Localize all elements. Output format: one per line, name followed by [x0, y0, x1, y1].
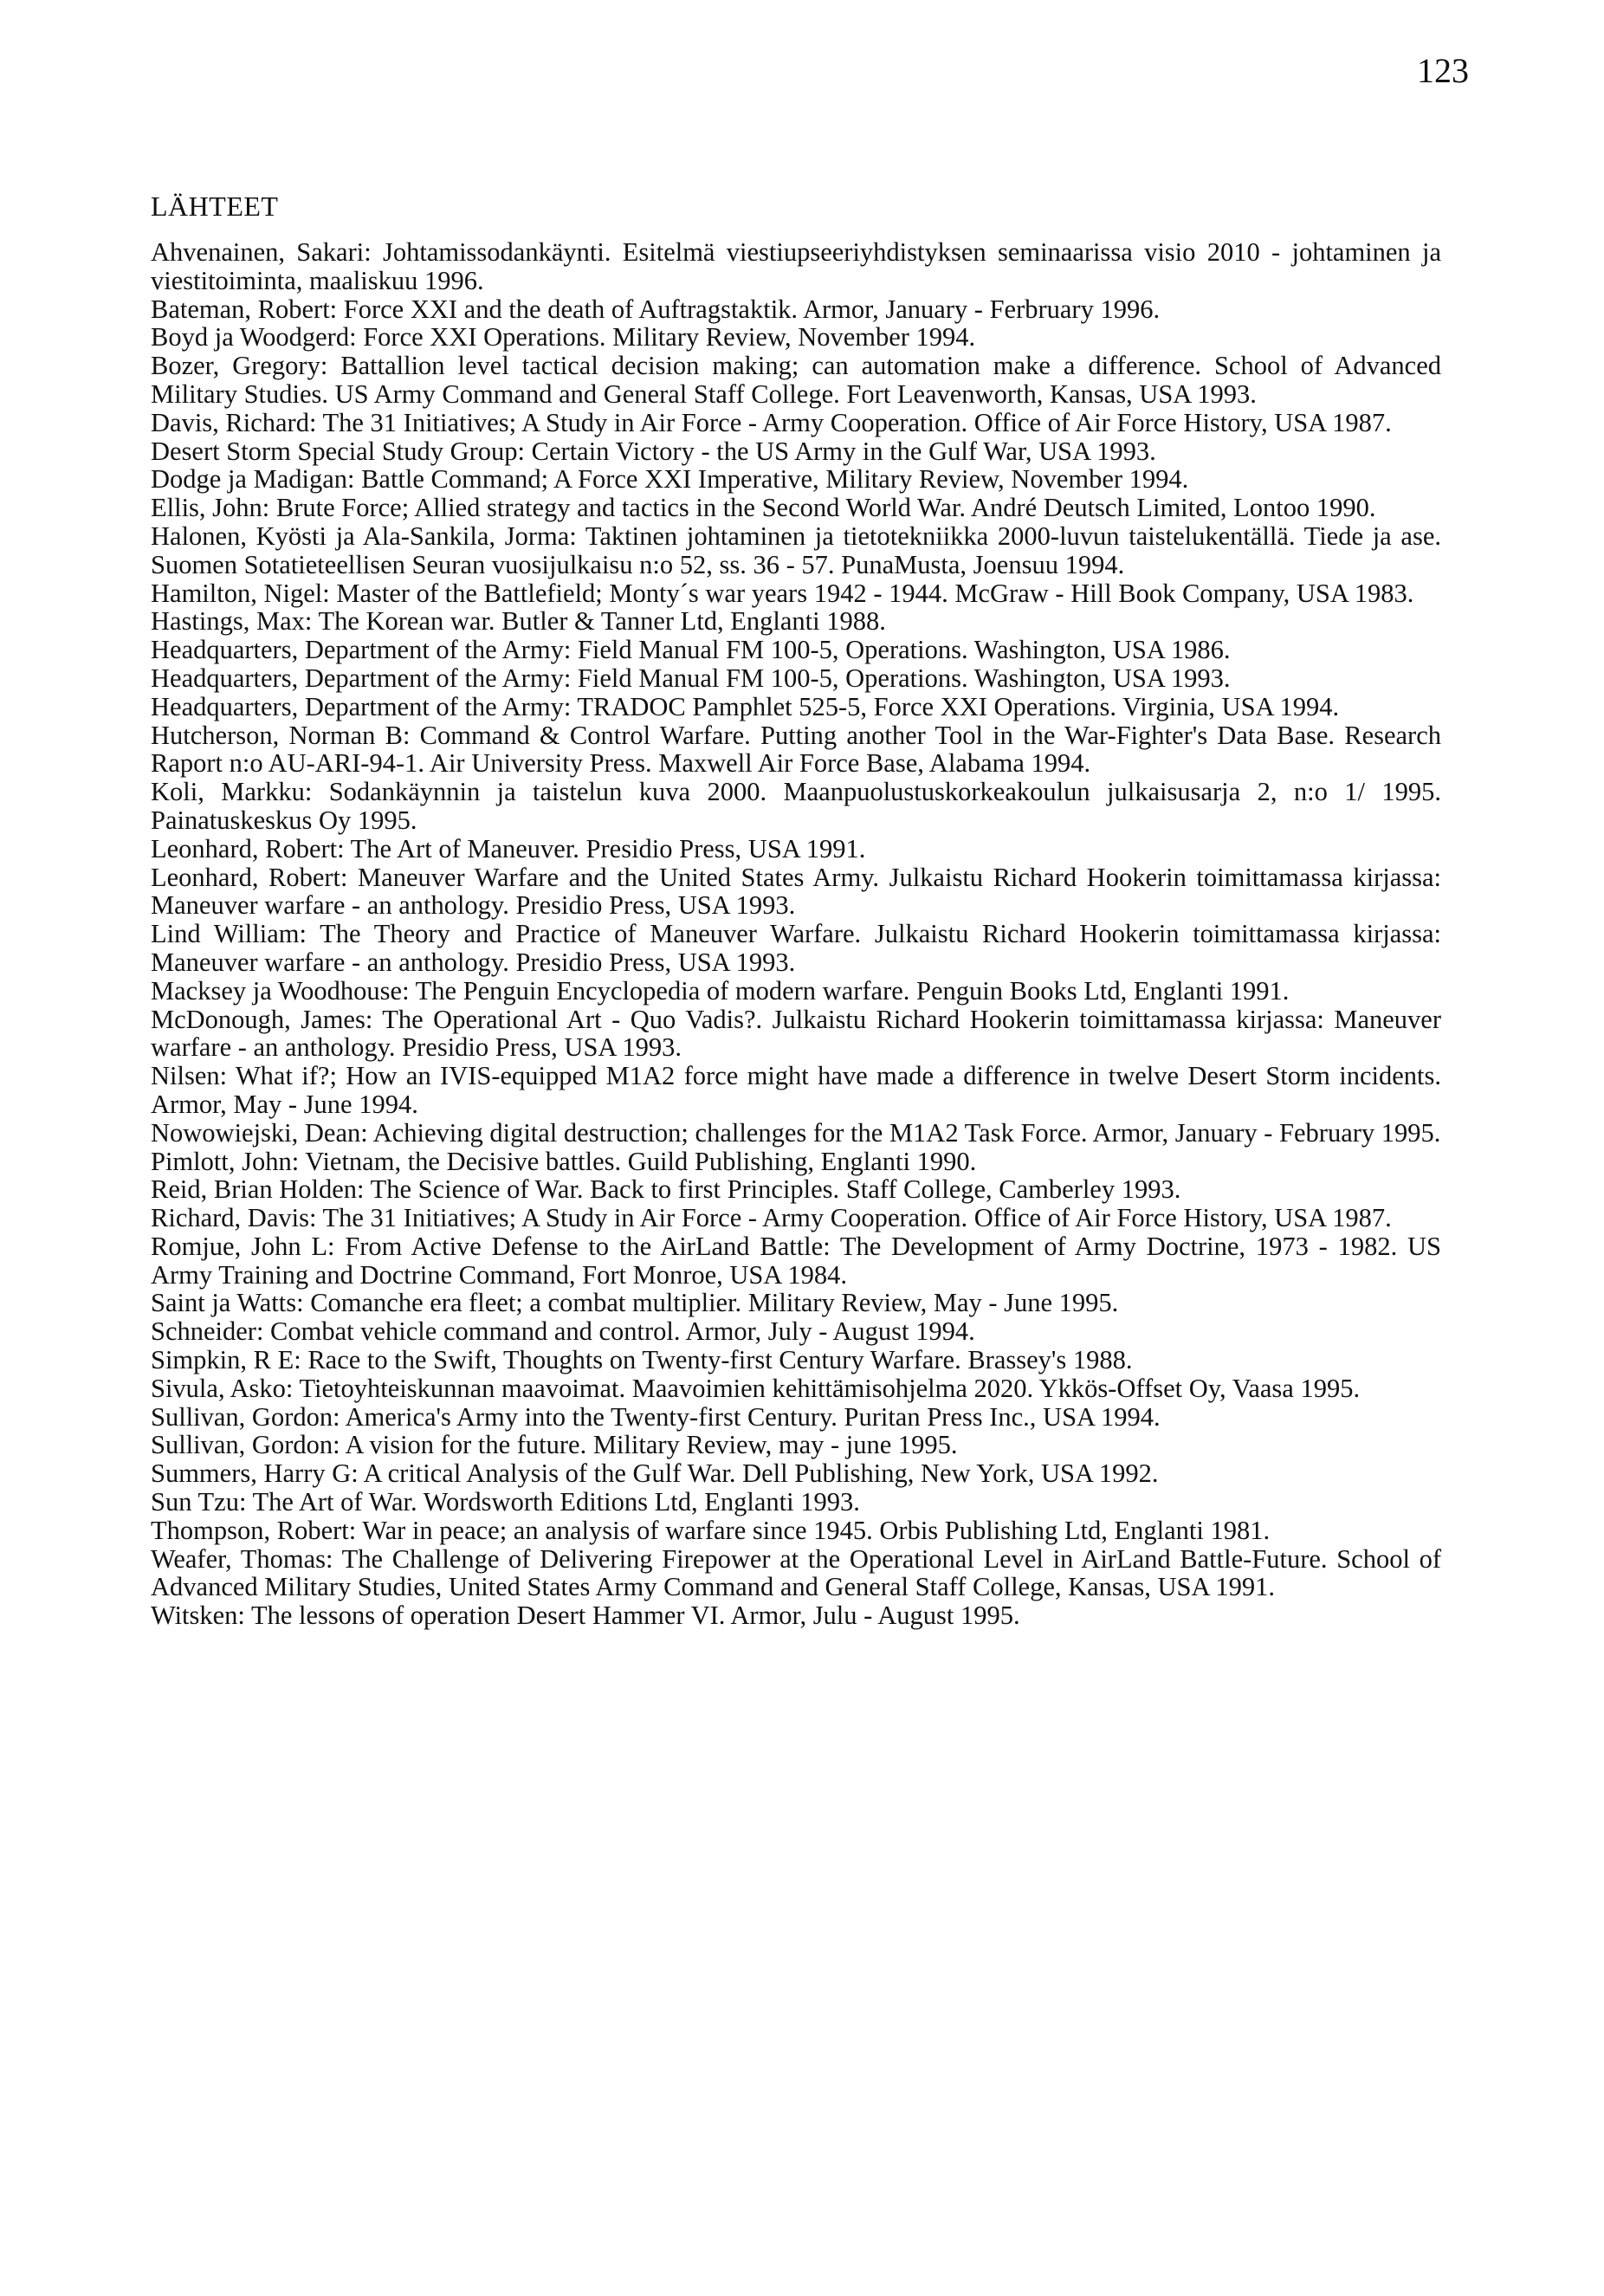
reference-entry: Koli, Markku: Sodankäynnin ja taistelun kuva 2000. Maanpuolustuskorkeakoulun julkaisusarja 2, n:o 1/ 1995. Painatuskeskus Oy 1995. [151, 777, 1441, 835]
reference-entry: Bateman, Robert: Force XXI and the death of Auftragstaktik. Armor, January - Ferbruary 1996. [151, 294, 1161, 324]
reference-entry: Halonen, Kyösti ja Ala-Sankila, Jorma: Taktinen johtaminen ja tietotekniikka 2000-luvun taistelukentällä. Tiede ja ase. Suomen Sotatieteellisen Seuran vuosijulkaisu n:o 52, ss. 36 - 57. PunaMusta, Joensuu 1994. [151, 521, 1441, 579]
reference-entry: Sivula, Asko: Tietoyhteiskunnan maavoimat. Maavoimien kehittämisohjelma 2020. Ykkös-Offset Oy, Vaasa 1995. [151, 1373, 1361, 1403]
reference-entry: Davis, Richard: The 31 Initiatives; A Study in Air Force - Army Cooperation. Office of Air Force History, USA 1987. [151, 407, 1392, 437]
reference-entry: Desert Storm Special Study Group: Certain Victory - the US Army in the Gulf War, USA 1993. [151, 436, 1156, 466]
reference-entry: Sun Tzu: The Art of War. Wordsworth Editions Ltd, Englanti 1993. [151, 1487, 860, 1517]
reference-entry: Witsken: The lessons of operation Desert Hammer VI. Armor, Julu - August 1995. [151, 1601, 1020, 1631]
reference-entry: Bozer, Gregory: Battallion level tactical decision making; can automation make a difference. School of Advanced Military Studies. US Army Command and General Staff College. Fort Leavenworth, Kansas, USA 1993. [151, 351, 1441, 409]
reference-entry: Sullivan, Gordon: A vision for the future. Military Review, may - june 1995. [151, 1430, 958, 1460]
reference-entry: Headquarters, Department of the Army: TRADOC Pamphlet 525-5, Force XXI Operations. Virginia, USA 1994. [151, 691, 1340, 721]
reference-entry: Pimlott, John: Vietnam, the Decisive battles. Guild Publishing, Englanti 1990. [151, 1146, 977, 1176]
reference-entry: Lind William: The Theory and Practice of Maneuver Warfare. Julkaistu Richard Hookerin toimittamassa kirjassa: Maneuver warfare - an anthology. Presidio Press, USA 1993. [151, 919, 1441, 977]
section-heading: LÄHTEET [151, 191, 279, 222]
reference-entry: Richard, Davis: The 31 Initiatives; A Study in Air Force - Army Cooperation. Office of Air Force History, USA 1987. [151, 1203, 1392, 1233]
reference-entry: Hutcherson, Norman B: Command & Control Warfare. Putting another Tool in the War-Fighter's Data Base. Research Raport n:o AU-ARI-94-1. Air University Press. Maxwell Air Force Base, Alabama 1994. [151, 720, 1441, 779]
reference-entry: Nowowiejski, Dean: Achieving digital destruction; challenges for the M1A2 Task Force. Armor, January - February 1995. [151, 1117, 1441, 1148]
reference-entry: Weafer, Thomas: The Challenge of Delivering Firepower at the Operational Level in AirLand Battle-Future. School of Advanced Military Studies, United States Army Command and General Staff College, Kansas, USA 1991. [151, 1543, 1441, 1602]
reference-entry: Hamilton, Nigel: Master of the Battlefield; Monty´s war years 1942 - 1944. McGraw - Hill Book Company, USA 1983. [151, 578, 1414, 608]
reference-entry: Reid, Brian Holden: The Science of War. Back to first Principles. Staff College, Camberley 1993. [151, 1174, 1181, 1205]
reference-entry: Schneider: Combat vehicle command and control. Armor, July - August 1994. [151, 1316, 975, 1347]
reference-entry: Headquarters, Department of the Army: Field Manual FM 100-5, Operations. Washington, USA 1986. [151, 635, 1231, 665]
reference-entry: Saint ja Watts: Comanche era fleet; a combat multiplier. Military Review, May - June 1995. [151, 1288, 1119, 1318]
reference-entry: Hastings, Max: The Korean war. Butler & Tanner Ltd, Englanti 1988. [151, 606, 886, 637]
page-number: 123 [1417, 51, 1469, 90]
reference-entry: Ellis, John: Brute Force; Allied strategy and tactics in the Second World War. André Deutsch Limited, Lontoo 1990. [151, 493, 1376, 523]
reference-entry: Sullivan, Gordon: America's Army into the Twenty-first Century. Puritan Press Inc., USA 1994. [151, 1401, 1161, 1432]
reference-entry: Simpkin, R E: Race to the Swift, Thoughts on Twenty-first Century Warfare. Brassey's 1988. [151, 1345, 1133, 1375]
reference-entry: Thompson, Robert: War in peace; an analysis of warfare since 1945. Orbis Publishing Ltd, Englanti 1981. [151, 1515, 1271, 1545]
reference-entry: Macksey ja Woodhouse: The Penguin Encyclopedia of modern warfare. Penguin Books Ltd, Englanti 1991. [151, 975, 1290, 1006]
reference-entry: McDonough, James: The Operational Art - Quo Vadis?. Julkaistu Richard Hookerin toimittamassa kirjassa: Maneuver warfare - an anthology. Presidio Press, USA 1993. [151, 1004, 1441, 1063]
reference-entry: Summers, Harry G: A critical Analysis of the Gulf War. Dell Publishing, New York, USA 1992. [151, 1458, 1159, 1489]
reference-entry: Leonhard, Robert: The Art of Maneuver. Presidio Press, USA 1991. [151, 833, 866, 863]
reference-entry: Headquarters, Department of the Army: Field Manual FM 100-5, Operations. Washington, USA 1993. [151, 663, 1231, 693]
reference-entry: Dodge ja Madigan: Battle Command; A Force XXI Imperative, Military Review, November 1994. [151, 464, 1189, 495]
reference-entry: Boyd ja Woodgerd: Force XXI Operations. Military Review, November 1994. [151, 322, 976, 352]
reference-entry: Ahvenainen, Sakari: Johtamissodankäynti. Esitelmä viestiupseeriyhdistyksen seminaarissa visio 2010 - johtaminen ja viestitoiminta, maaliskuu 1996. [151, 237, 1441, 295]
reference-entry: Nilsen: What if?; How an IVIS-equipped M1A2 force might have made a difference in twelve Desert Storm incidents. Armor, May - June 1994. [151, 1061, 1441, 1119]
reference-list [151, 238, 1441, 1630]
reference-entry: Romjue, John L: From Active Defense to the AirLand Battle: The Development of Army Doctrine, 1973 - 1982. US Army Training and Doctrine Command, Fort Monroe, USA 1984. [151, 1231, 1441, 1290]
reference-entry: Leonhard, Robert: Maneuver Warfare and the United States Army. Julkaistu Richard Hookerin toimittamassa kirjassa: Maneuver warfare - an anthology. Presidio Press, USA 1993. [151, 862, 1441, 921]
